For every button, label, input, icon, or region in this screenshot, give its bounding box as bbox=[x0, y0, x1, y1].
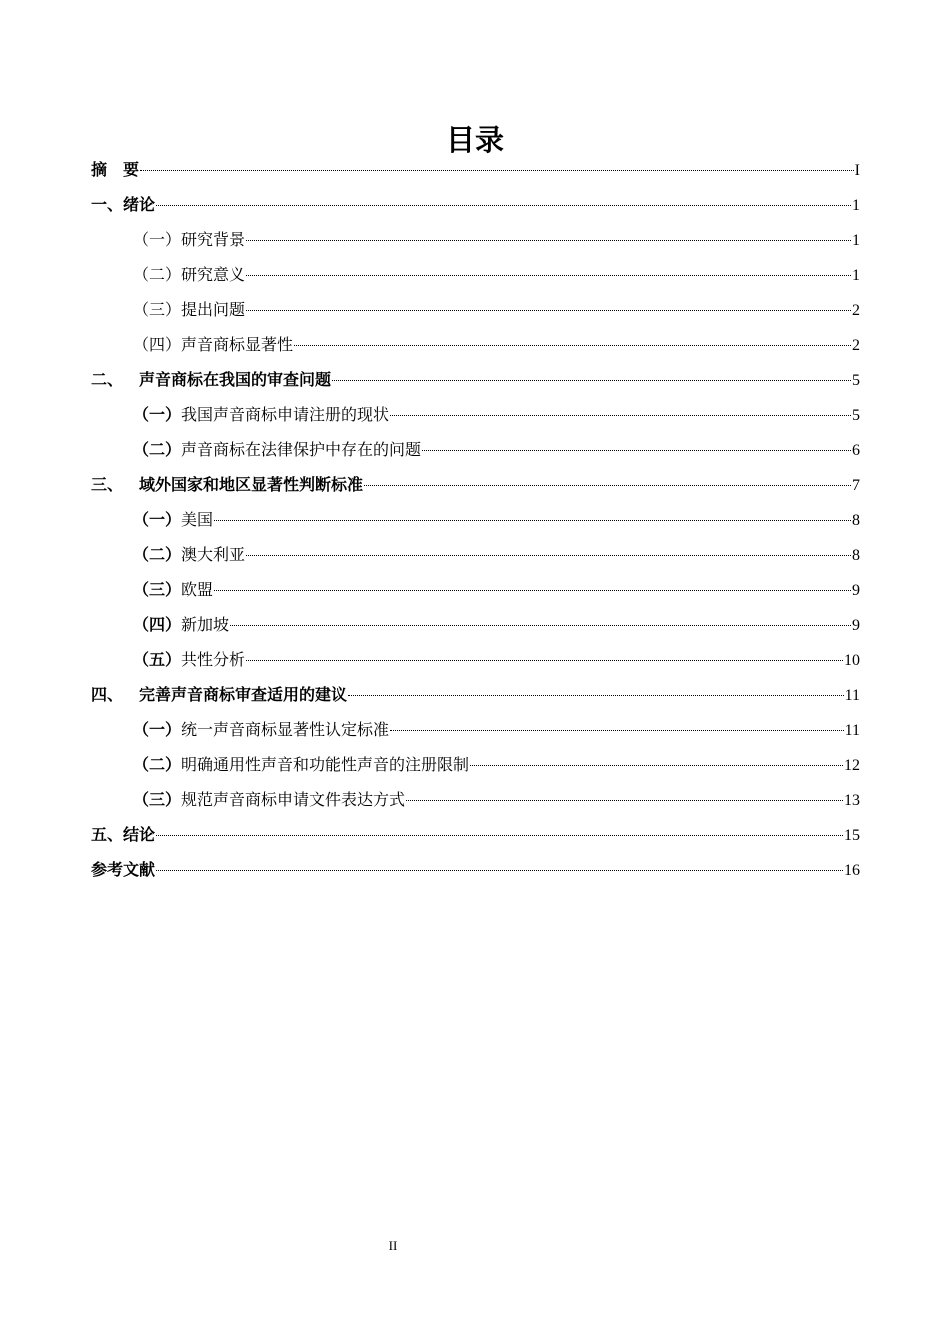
toc-entry-label bbox=[133, 502, 213, 537]
dot-leader bbox=[214, 520, 851, 521]
toc-entry-page: 6 bbox=[852, 442, 860, 459]
dot-leader bbox=[294, 345, 851, 346]
toc-entry-page: 5 bbox=[852, 407, 860, 424]
toc-entry-label bbox=[91, 467, 363, 502]
toc-entry-text: 声音商标在我国的审查问题 bbox=[139, 370, 332, 389]
toc-entry-page: 1 bbox=[852, 267, 860, 284]
toc-entry[interactable] bbox=[91, 817, 860, 852]
toc-entry-text: 欧盟 bbox=[181, 580, 214, 599]
toc-entry[interactable] bbox=[91, 187, 860, 222]
toc-entry-text: 五、结论 bbox=[91, 825, 156, 844]
toc-entry[interactable] bbox=[91, 712, 860, 747]
dot-leader bbox=[156, 205, 851, 206]
toc-entry-label bbox=[133, 712, 389, 747]
toc-entry[interactable] bbox=[91, 292, 860, 327]
toc-entry-page: 13 bbox=[844, 792, 860, 809]
toc-entry-text: 参考文献 bbox=[91, 860, 156, 879]
toc-entry-label bbox=[133, 747, 469, 782]
dot-leader bbox=[246, 310, 851, 311]
toc-entry[interactable] bbox=[91, 502, 860, 537]
table-of-contents bbox=[91, 152, 860, 887]
toc-entry-text: 共性分析 bbox=[181, 650, 246, 669]
dot-leader bbox=[406, 800, 843, 801]
toc-entry-text: 新加坡 bbox=[181, 615, 230, 634]
toc-entry-label bbox=[133, 327, 293, 362]
toc-entry[interactable] bbox=[91, 257, 860, 292]
toc-entry[interactable] bbox=[91, 327, 860, 362]
toc-entry[interactable] bbox=[91, 607, 860, 642]
toc-entry[interactable] bbox=[91, 362, 860, 397]
dot-leader bbox=[246, 555, 851, 556]
toc-entry-text: （一）研究背景 bbox=[133, 230, 246, 249]
toc-entry-number: 二、 bbox=[91, 370, 124, 389]
toc-entry-number: （三） bbox=[133, 790, 182, 809]
toc-entry-number: （一） bbox=[133, 720, 182, 739]
dot-leader bbox=[246, 240, 851, 241]
toc-entry-page: 11 bbox=[844, 722, 860, 739]
toc-entry-text: 我国声音商标申请注册的现状 bbox=[181, 405, 390, 424]
toc-entry-text: 明确通用性声音和功能性声音的注册限制 bbox=[181, 755, 470, 774]
toc-entry[interactable] bbox=[91, 642, 860, 677]
toc-entry-number: （五） bbox=[133, 650, 182, 669]
toc-entry-page: 2 bbox=[852, 302, 860, 319]
toc-entry-label bbox=[133, 222, 245, 257]
toc-entry-page: 12 bbox=[844, 757, 860, 774]
toc-entry-label bbox=[91, 362, 331, 397]
toc-entry-page: 16 bbox=[844, 862, 860, 879]
toc-entry-text: （三）提出问题 bbox=[133, 300, 246, 319]
toc-entry[interactable] bbox=[91, 782, 860, 817]
toc-entry-number: 四、 bbox=[91, 685, 124, 704]
toc-entry-page: 9 bbox=[852, 582, 860, 599]
toc-entry-label bbox=[133, 572, 213, 607]
dot-leader bbox=[390, 415, 851, 416]
toc-entry-number: 三、 bbox=[91, 475, 124, 494]
dot-leader bbox=[364, 485, 851, 486]
toc-entry-label bbox=[133, 642, 245, 677]
toc-entry[interactable] bbox=[91, 537, 860, 572]
toc-entry-label bbox=[91, 152, 139, 187]
toc-entry-label bbox=[91, 677, 347, 712]
dot-leader bbox=[156, 870, 843, 871]
toc-entry-text: （四）声音商标显著性 bbox=[133, 335, 294, 354]
dot-leader bbox=[348, 695, 844, 696]
toc-entry-page: 11 bbox=[844, 687, 860, 704]
toc-entry-number: （二） bbox=[133, 755, 182, 774]
toc-entry-page: 5 bbox=[852, 372, 860, 389]
toc-entry-text: 域外国家和地区显著性判断标准 bbox=[139, 475, 364, 494]
toc-entry-label bbox=[91, 187, 155, 222]
toc-entry-number: （一） bbox=[133, 510, 182, 529]
toc-entry-number: （三） bbox=[133, 580, 182, 599]
toc-entry[interactable] bbox=[91, 467, 860, 502]
dot-leader bbox=[156, 835, 843, 836]
toc-entry-label bbox=[133, 292, 245, 327]
page-number: II bbox=[388, 1238, 398, 1253]
toc-entry-label bbox=[133, 537, 245, 572]
toc-entry-page: 1 bbox=[852, 197, 860, 214]
toc-entry-number: （二） bbox=[133, 440, 182, 459]
toc-entry[interactable] bbox=[91, 572, 860, 607]
toc-entry[interactable] bbox=[91, 852, 860, 887]
toc-entry-label bbox=[133, 257, 245, 292]
dot-leader bbox=[470, 765, 843, 766]
dot-leader bbox=[390, 730, 844, 731]
dot-leader bbox=[332, 380, 851, 381]
toc-entry-label bbox=[91, 817, 155, 852]
toc-entry-text: 统一声音商标显著性认定标准 bbox=[181, 720, 390, 739]
toc-entry-page: 8 bbox=[852, 547, 860, 564]
toc-entry-page: 15 bbox=[844, 827, 860, 844]
toc-entry-label bbox=[91, 852, 155, 887]
toc-entry[interactable] bbox=[91, 222, 860, 257]
toc-entry[interactable] bbox=[91, 747, 860, 782]
toc-entry-text: 完善声音商标审查适用的建议 bbox=[139, 685, 348, 704]
toc-entry-text: 澳大利亚 bbox=[181, 545, 246, 564]
toc-entry-text: 摘 要 bbox=[91, 160, 140, 179]
toc-entry-number: （四） bbox=[133, 615, 182, 634]
toc-entry-number: （二） bbox=[133, 545, 182, 564]
toc-entry[interactable] bbox=[91, 152, 860, 187]
toc-entry[interactable] bbox=[91, 677, 860, 712]
toc-entry-label bbox=[133, 782, 405, 817]
toc-entry-page: 9 bbox=[852, 617, 860, 634]
dot-leader bbox=[230, 625, 851, 626]
page-title: 目录 bbox=[445, 123, 504, 157]
toc-entry-page: 7 bbox=[852, 477, 860, 494]
toc-entry-page: 8 bbox=[852, 512, 860, 529]
toc-entry-label bbox=[133, 432, 421, 467]
toc-entry-text: 一、绪论 bbox=[91, 195, 156, 214]
toc-entry-text: 声音商标在法律保护中存在的问题 bbox=[181, 440, 422, 459]
toc-entry[interactable] bbox=[91, 432, 860, 467]
toc-entry-text: （二）研究意义 bbox=[133, 265, 246, 284]
toc-entry-label bbox=[133, 607, 229, 642]
dot-leader bbox=[422, 450, 851, 451]
dot-leader bbox=[140, 170, 854, 171]
toc-entry-page: 10 bbox=[844, 652, 860, 669]
toc-entry-text: 美国 bbox=[181, 510, 214, 529]
dot-leader bbox=[246, 275, 851, 276]
toc-entry-page: 1 bbox=[852, 232, 860, 249]
toc-entry-page: I bbox=[854, 162, 860, 179]
toc-entry-number: （一） bbox=[133, 405, 182, 424]
toc-entry-label bbox=[133, 397, 389, 432]
toc-entry-page: 2 bbox=[852, 337, 860, 354]
dot-leader bbox=[246, 660, 843, 661]
toc-entry[interactable] bbox=[91, 397, 860, 432]
toc-entry-text: 规范声音商标申请文件表达方式 bbox=[181, 790, 406, 809]
dot-leader bbox=[214, 590, 851, 591]
